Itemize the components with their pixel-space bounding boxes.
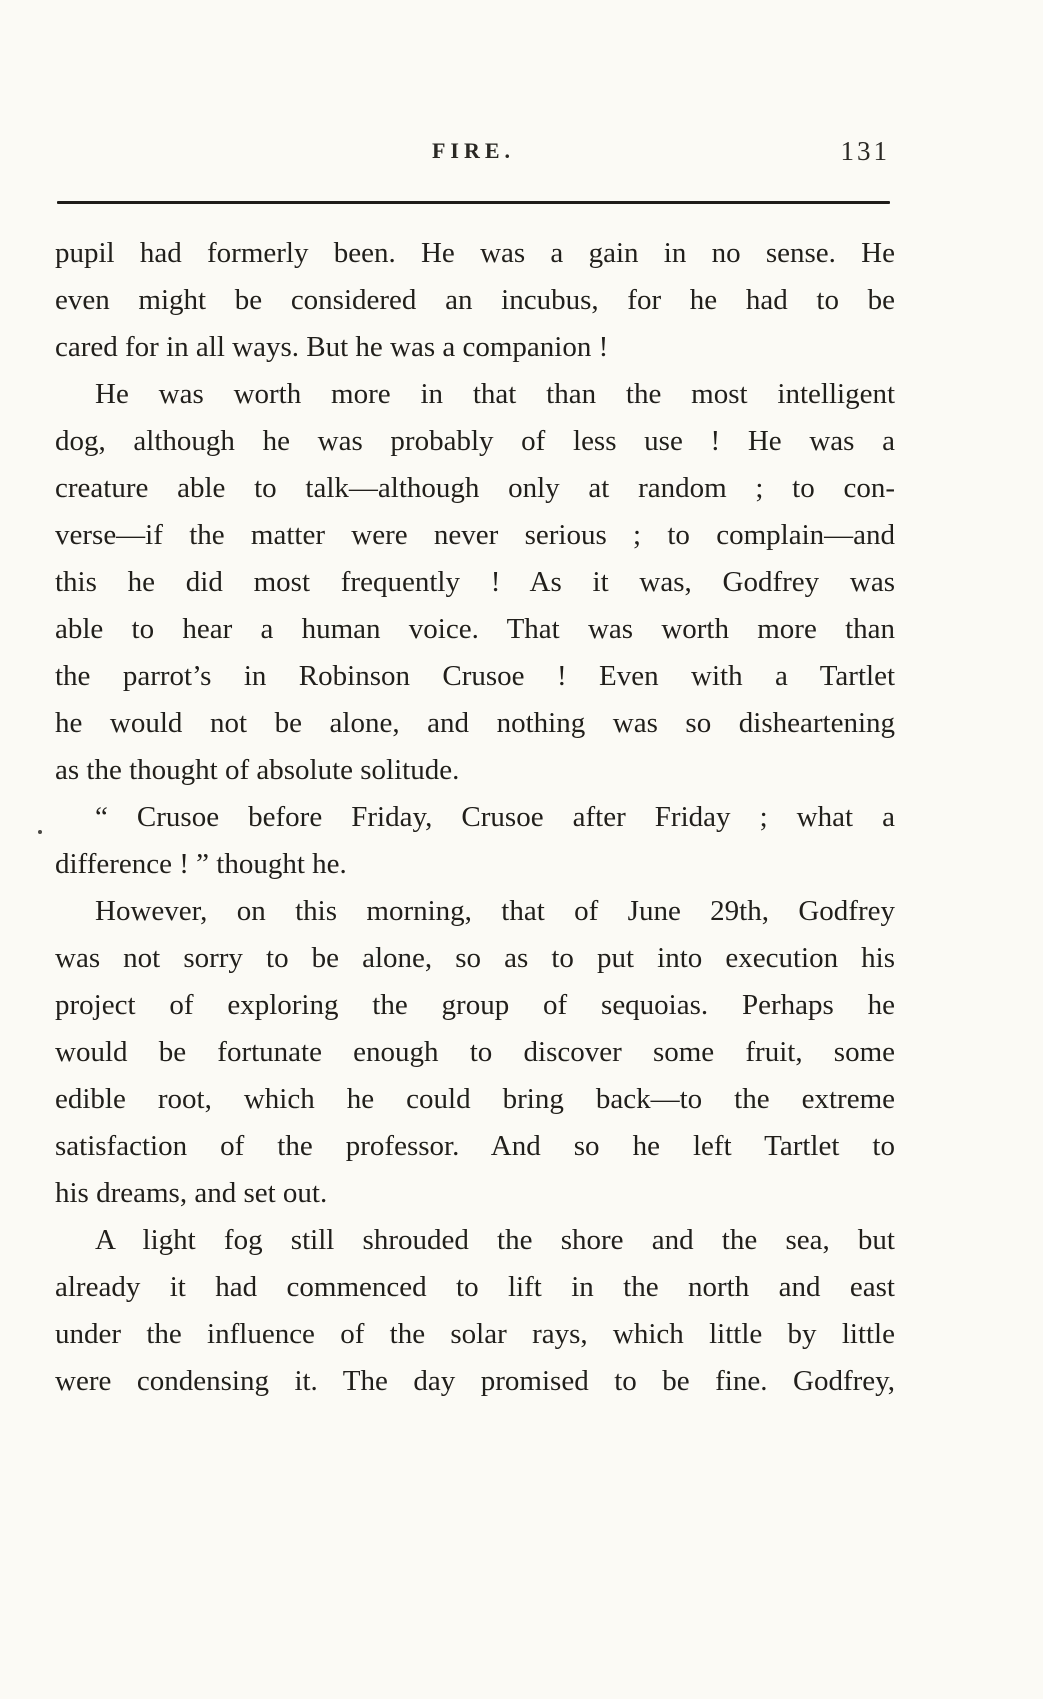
text-line: A light fog still shrouded the shore and the sea, but: [95, 1224, 895, 1256]
running-header: [57, 138, 890, 178]
text-block: [55, 230, 895, 1405]
text-line: already it had commenced to lift in the north and east: [55, 1271, 895, 1303]
paragraph: [55, 888, 895, 1217]
text-line: satisfaction of the professor. And so he left Tartlet to: [55, 1130, 895, 1162]
text-line: would be fortunate enough to discover some fruit, some: [55, 1036, 895, 1068]
text-line: creature able to talk—although only at random ; to con-: [55, 472, 895, 504]
text-line: his dreams, and set out.: [55, 1177, 328, 1209]
paragraph: [55, 230, 895, 371]
text-line: even might be considered an incubus, for he had to be: [55, 284, 895, 316]
text-line: able to hear a human voice. That was worth more than: [55, 613, 895, 645]
text-line: difference ! ” thought he.: [55, 848, 347, 880]
text-line: as the thought of absolute solitude.: [55, 754, 460, 786]
text-line: He was worth more in that than the most intelligent: [95, 378, 895, 410]
page-number: 131: [840, 136, 890, 166]
text-line: verse—if the matter were never serious ; to complain—and: [55, 519, 895, 551]
text-line: the parrot’s in Robinson Crusoe ! Even with a Tartlet: [55, 660, 895, 692]
ink-speck: [38, 830, 42, 834]
text-line: he would not be alone, and nothing was so disheartening: [55, 707, 895, 739]
text-line: under the influence of the solar rays, which little by little: [55, 1318, 895, 1350]
text-line: edible root, which he could bring back—to the extreme: [55, 1083, 895, 1115]
text-line: was not sorry to be alone, so as to put into execution his: [55, 942, 895, 974]
text-line: dog, although he was probably of less use ! He was a: [55, 425, 895, 457]
text-line: were condensing it. The day promised to be fine. Godfrey,: [55, 1365, 895, 1397]
header-rule: [57, 201, 890, 204]
text-line: However, on this morning, that of June 29th, Godfrey: [95, 895, 895, 927]
text-line: this he did most frequently ! As it was, Godfrey was: [55, 566, 895, 598]
paragraph: [55, 1217, 895, 1405]
paragraph: [55, 371, 895, 794]
paragraph: [55, 794, 895, 888]
text-line: project of exploring the group of sequoias. Perhaps he: [55, 989, 895, 1021]
text-line: pupil had formerly been. He was a gain in no sense. He: [55, 237, 895, 269]
page-title: FIRE.: [431, 138, 516, 163]
text-line: cared for in all ways. But he was a companion !: [55, 331, 609, 363]
text-line: “ Crusoe before Friday, Crusoe after Friday ; what a: [95, 801, 895, 833]
